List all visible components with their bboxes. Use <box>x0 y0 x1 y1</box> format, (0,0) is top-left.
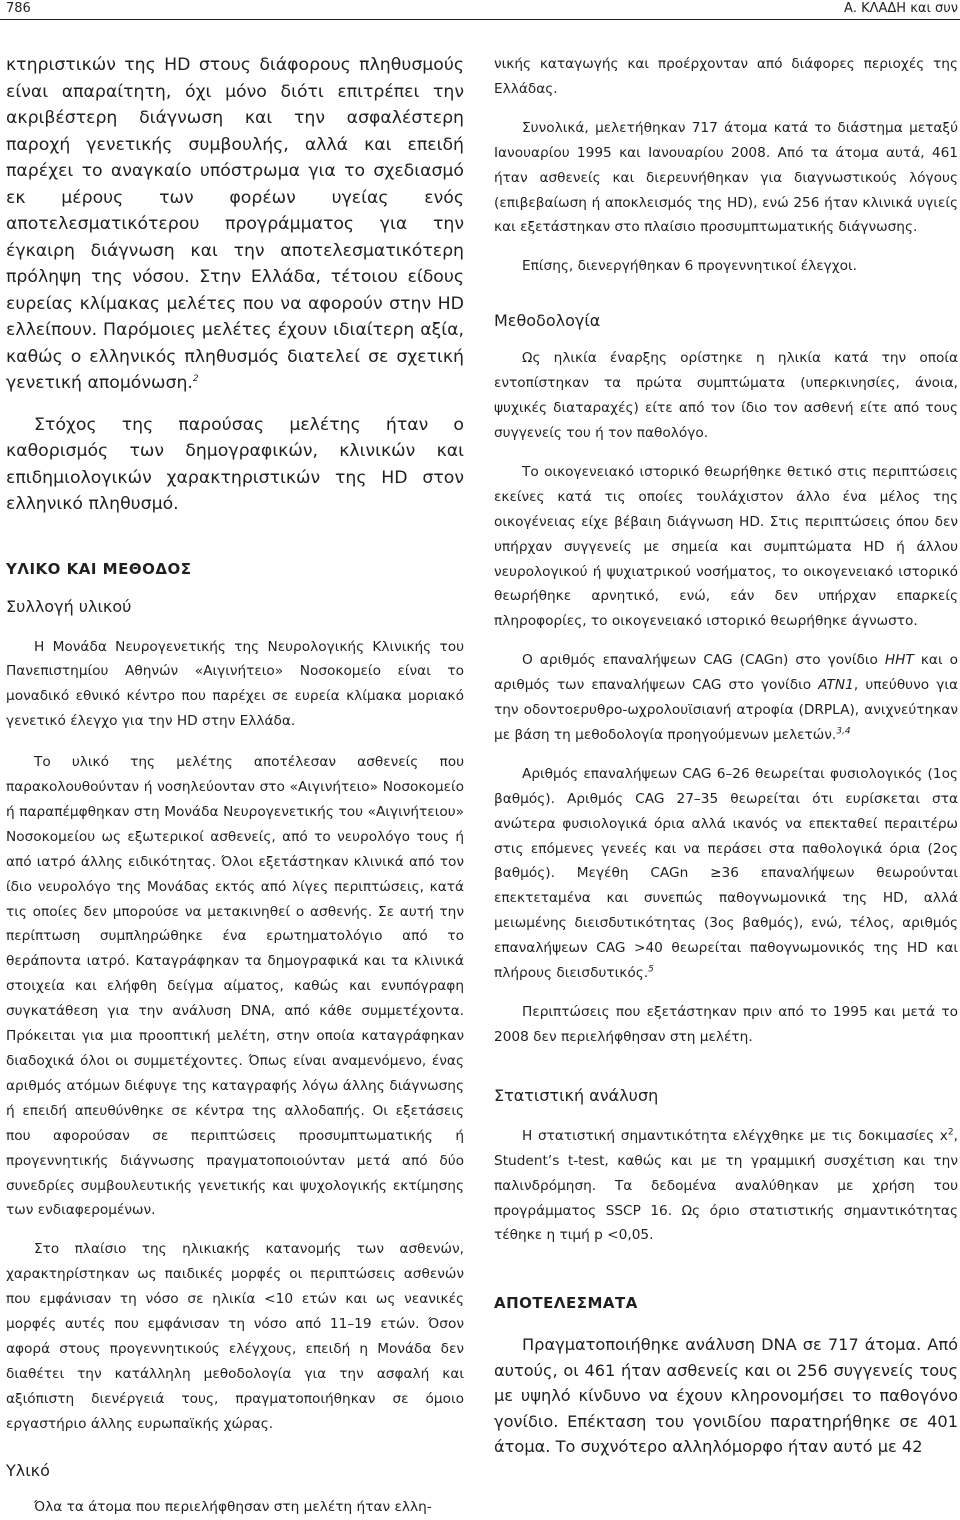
methods-paragraph-2: Το υλικό της μελέτης αποτέλεσαν ασθενείς που παρακολουθούνταν ή νοσηλεύονταν στο «Αιγινήτειο» Νοσοκομείο ή παραπέμφθηκαν στη Μονάδα Νευρογενετικής του «Αιγινήτειου» Νοσοκομείου ως εξωτερικοί ασθενείς, από το νευρολόγο τους ή από ιατρό άλλης ειδικότητας. Όλοι εξετάστηκαν κλινικά από τον ίδιο νευρολόγο της Μονάδας εκτός από λίγες περιπτώσεις, κατά τις οποίες δεν μπορούσε να μετακινηθεί ο ασθενής. Σε αυτή την περίπτωση συμπληρώθηκε ένα ερωτηματολόγιο από το θεράποντα ιατρό. Καταγράφηκαν τα δημογραφικά και τα κλινικά στοιχεία και ελήφθη δείγμα αίματος, καθώς και ενυπόγραφη συγκατάθεση για την ανάλυση DNA, από κάθε συμμετέχοντα. Πρόκειται για μια προοπτική μελέτη, στην οποία καταγράφηκαν διαδοχικά όλοι οι συμμετέχοντες. Όπως είναι αναμενόμενο, ένας αριθμός ατόμων διέφυγε της καταγραφής λόγω άλλης διάγνωσης ή επειδή απευθύνθηκε σε κέντρα της αλλοδαπής. Οι εξετάσεις που αφορούσαν σε περιπτώσεις προσυμπτωματικής ή προγεννητικής διάγνωσης πραγματοποιούνταν μετά από δύο συνεδρίες συμβουλευτικής γενετικής και ψυχολογικής εκτίμησης των ενδιαφερομένων. <box>6 754 464 1219</box>
methods-paragraph-3: Στο πλαίσιο της ηλικιακής κατανομής των ασθενών, χαρακτηρίστηκαν ως παιδικές μορφές οι περιπτώσεις ασθενών που εμφάνισαν τη νόσο σε ηλικία <10 ετών και ως νεανικές μορφές αυτές που εμφάνισαν τη νόσο από 11–19 ετών. Όσον αφορά στους προγεννητικούς ελέγχους, επειδή η Μονάδα δεν διαθέτει την κατάλληλη μεθοδολογία για την ασφαλή και αξιόπιστη διενέργειά τους, πραγματοποιήθηκαν σε όμοιο εργαστήριο άλλης ευρωπαϊκής χώρας. <box>6 1241 464 1432</box>
results-paragraph-1: Πραγματοποιήθηκε ανάλυση DNA σε 717 άτομα. Από αυτούς, οι 461 ήταν ασθενείς και οι 256 συγγενείς τους με υψηλό κίνδυνο να έχουν κληρονομήσει το παθογόνο γονίδιο. Επέκταση του γονιδίου παρατηρήθηκε σε 401 άτομα. Το συχνότερο αλληλόμορφο ήταν αυτό με 42 <box>494 1335 958 1457</box>
header-rule <box>0 19 960 20</box>
citation-ref: 5 <box>648 964 654 975</box>
running-head: Α. ΚΛΑΔΗ και συν <box>843 1 958 16</box>
cag-text-3: , υπεύθυνο για την οδοντοερυθρο-ωχρολουϊσιανή ατροφία (DRPLA), ανιχνεύτηκαν με βάση τη μεθοδολογία προηγούμενων μελετών. <box>494 677 958 743</box>
cag-text-2: και ο αριθμός των επαναλήψεων CAG στο γονίδιο <box>494 652 958 694</box>
gene-name-hht: HHT <box>884 652 914 669</box>
subheading-statistics: Στατιστική ανάλυση <box>494 1085 659 1105</box>
methods-paragraph-1: Η Μονάδα Νευρογενετικής της Νευρολογικής Κλινικής του Πανεπιστημίου Αθηνών «Αιγινήτειο» Νοσοκομείο είναι το μοναδικό εθνικό κέντρο που παρέχει σε ευρεία κλίμακα μοριακό γενετικό έλεγχο για την HD στην Ελλάδα. <box>6 638 464 730</box>
right-paragraph-3: Επίσης, διενεργήθηκαν 6 προγεννητικοί έλεγχοι. <box>522 258 858 275</box>
left-column <box>6 52 464 1520</box>
intro-paragraph-2: Στόχος της παρούσας μελέτης ήταν ο καθορισμός των δημογραφικών, κλινικών και επιδημιολογικών χαρακτηριστικών της HD στον ελληνικό πληθυσμό. <box>6 414 464 514</box>
page-number: 786 <box>6 1 31 16</box>
right-paragraph-9 <box>494 1124 958 1249</box>
cag-text-1: Ο αριθμός επαναλήψεων CAG (CAGn) στο γονίδιο <box>522 652 885 669</box>
right-paragraph-8: Περιπτώσεις που εξετάστηκαν πριν από το 1995 και μετά το 2008 δεν περιελήφθησαν στη μελέτη. <box>494 1004 958 1045</box>
right-paragraph-6 <box>494 648 958 748</box>
citation-ref: 2 <box>192 374 199 385</box>
section-title-results: ΑΠΟΤΕΛΕΣΜΑΤΑ <box>494 1294 638 1313</box>
right-paragraph-1: νικής καταγωγής και προέρχονταν από διάφορες περιοχές της Ελλάδας. <box>494 56 958 97</box>
right-paragraph-7 <box>494 762 958 986</box>
stats-text-1: Η στατιστική σημαντικότητα ελέγχθηκε με τις δοκιμασίες x <box>522 1127 948 1144</box>
superscript-2: 2 <box>947 1127 954 1138</box>
intro-paragraph-1 <box>6 52 464 397</box>
cag-grades-text: Αριθμός επαναλήψεων CAG 6–26 θεωρείται φυσιολογικός (1ος βαθμός). Αριθμός CAG 27–35 θεωρείται ότι ευρίσκεται στα ανώτερα φυσιολογικά όρια αλλά ικανός να επεκταθεί περαιτέρω στις επόμενες γενεές και να περάσει στα παθολογικά όρια (2ος βαθμός). Μεγέθη CAGn ≥36 επαναλήψεων θεωρούνται επεκτεταμένα και συνεπώς παθογνωμονικά της HD, αλλά μειωμένης διεισδυτικότητας (3ος βαθμός), ενώ, τέλος, αριθμός επαναλήψεων CAG >40 θεωρείται παθογνωμονικός της HD και πλήρους διεισδυτικός. <box>494 765 958 982</box>
stats-text-2: , Student’s t-test, καθώς και με τη γραμμική συσχέτιση και την παλινδρόμηση. Τα δεδομένα αναλύθηκαν με χρήση του προγράμματος SSCP 16. Ως όριο στατιστικής σημαντικότητας τέθηκε η τιμή p <0,05. <box>494 1127 958 1244</box>
gene-name-atn1: ATN1 <box>818 677 854 694</box>
subheading-collection: Συλλογή υλικού <box>6 596 132 616</box>
citation-ref: 3,4 <box>836 726 851 737</box>
intro-paragraph-1-text: κτηριστικών της HD στους διάφορους πληθυσμούς είναι απαραίτητη, όχι μόνο διότι επιτρέπει την ακριβέστερη διάγνωση και την ασφαλέστερη παροχή γενετικής συμβουλής, αλλά και επειδή παρέχει το αναγκαίο υπόστρωμα για το σχεδιασμό εκ μέρους των φορέων υγείας ενός αποτελεσματικότερου προγράμματος για την έγκαιρη διάγνωση και την αποτελεσματικότερη πρόληψη της νόσου. Στην Ελλάδα, τέτοιου είδους ευρείας κλίμακας μελέτες που να αφορούν στην HD ελλείπουν. Παρόμοιες μελέτες έχουν ιδιαίτερη αξία, καθώς ο ελληνικός πληθυσμός διατελεί σε σχετική γενετική απομόνωση. <box>6 55 464 393</box>
section-title-methods: ΥΛΙΚΟ ΚΑΙ ΜΕΘΟΔΟΣ <box>6 559 192 578</box>
methods-paragraph-4: Όλα τα άτομα που περιελήφθησαν στη μελέτη ήταν ελλη- <box>34 1498 432 1515</box>
subheading-methodology: Μεθοδολογία <box>494 311 601 331</box>
right-paragraph-4: Ως ηλικία έναρξης ορίστηκε η ηλικία κατά την οποία εντοπίστηκαν τα πρώτα συμπτώματα (υπερκινησίες, άνοια, ψυχικές διαταραχές) είτε από τον ίδιο τον ασθενή είτε από τους συγγενείς του ή τον παθολόγο. <box>494 350 958 441</box>
right-paragraph-2: Συνολικά, μελετήθηκαν 717 άτομα κατά το διάστημα μεταξύ Ιανουαρίου 1995 και Ιανουαρίου 2008. Από τα άτομα αυτά, 461 ήταν ασθενείς και διερευνήθηκαν για διαγνωστικούς λόγους (επιβεβαίωση ή αποκλεισμός της HD), ενώ 256 ήταν κλινικά υγιείς και εξετάστηκαν στο πλαίσιο προσυμπτωματικής διάγνωσης. <box>494 119 958 236</box>
right-column <box>494 52 958 1460</box>
subheading-material: Υλικό <box>6 1460 50 1480</box>
right-paragraph-5: Το οικογενειακό ιστορικό θεωρήθηκε θετικό στις περιπτώσεις εκείνες κατά τις οποίες τουλάχιστον άλλο ένα μέλος της οικογένειας είχε βέβαιη διάγνωση HD. Στις περιπτώσεις όπου δεν υπήρχαν συγγενείς με σημεία και συμπτώματα HD ή άλλου νευρολογικού ή ψυχιατρικού νοσήματος, το οικογενειακό ιστορικό θεωρήθηκε αρνητικό, ενώ, εάν δεν υπήρχαν επαρκείς πληροφορίες, το οικογενειακό ιστορικό θεωρήθηκε άγνωστο. <box>494 463 958 630</box>
